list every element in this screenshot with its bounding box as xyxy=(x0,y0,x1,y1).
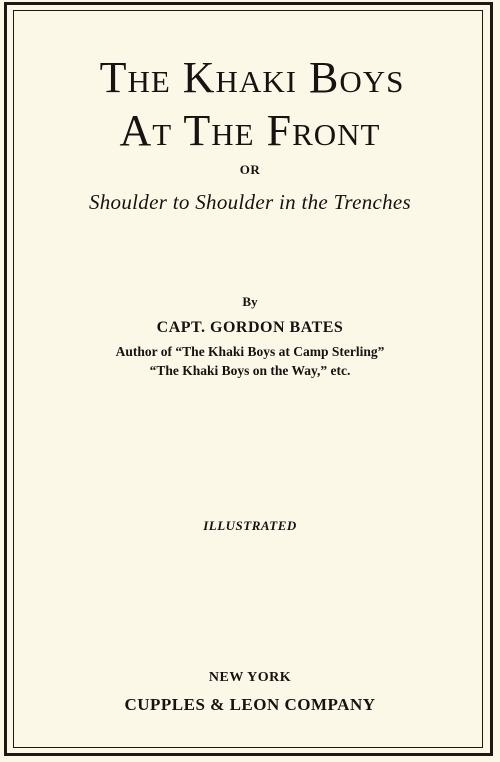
title-connector: OR xyxy=(239,162,261,177)
illustrated-label: ILLUSTRATED xyxy=(203,518,297,533)
imprint-publisher: CUPPLES & LEON COMPANY xyxy=(124,695,376,714)
book-subtitle: Shoulder to Shoulder in the Trenches xyxy=(88,190,412,214)
imprint-city: NEW YORK xyxy=(208,670,292,685)
by-label: By xyxy=(242,294,258,309)
book-title-line-1: The Khaki Boys xyxy=(99,53,405,102)
author-credit-line-1: Author of “The Khaki Boys at Camp Sterling” xyxy=(115,344,385,359)
book-title-line-2: At The Front xyxy=(119,106,381,155)
author-credit-line-2: “The Khaki Boys on the Way,” etc. xyxy=(149,363,351,378)
author-name: CAPT. GORDON BATES xyxy=(156,319,344,336)
